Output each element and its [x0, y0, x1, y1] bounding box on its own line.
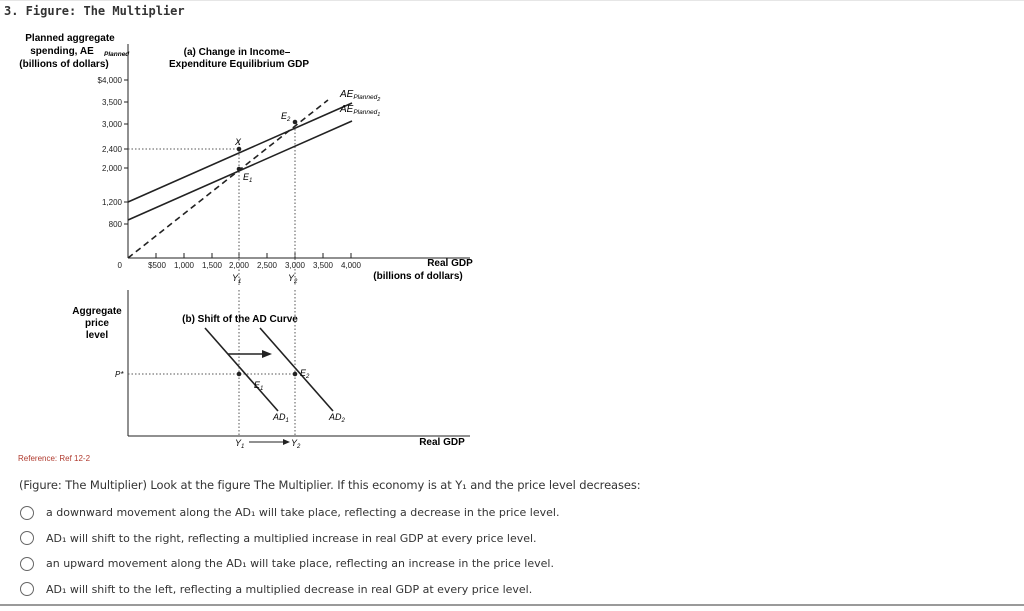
panel-b-e2-sub: 2 [306, 374, 310, 380]
panel-b-point-e2 [293, 372, 298, 377]
panel-b [72, 290, 470, 450]
panel-b-e1-main: E [254, 380, 261, 390]
panel-a-y-label-line2 [30, 46, 94, 57]
panel-b-y-label-line2: price [85, 318, 109, 329]
panel-a [19, 33, 473, 286]
panel-a-y-label-line3: (billions of dollars) [19, 59, 109, 70]
answer-option-3-label: an upward movement along the AD₁ will take place, reflecting an increase in the price level. [46, 557, 554, 571]
panel-a-title-line1: (a) Change in Income– [183, 47, 291, 58]
radio-button-4[interactable] [20, 582, 34, 596]
panel-a-y-tick-2400: 2,400 [101, 145, 122, 154]
panel-a-e2-sub: 2 [287, 117, 291, 123]
panel-a-title-line2: Expenditure Equilibrium GDP [168, 59, 310, 70]
panel-a-x-tick-3000: 3,000 [284, 261, 306, 270]
panel-a-ae2-sub: Planned [353, 94, 378, 101]
panel-b-title: (b) Shift of the AD Curve [182, 314, 298, 325]
panel-a-y-tick-4000: $4,000 [97, 76, 122, 85]
panel-b-ad1-curve [205, 328, 278, 411]
radio-button-1[interactable] [20, 506, 34, 520]
panel-a-point-e2 [293, 120, 298, 125]
panel-a-e1-main: E [243, 172, 250, 182]
panel-b-shift-arrow-head [262, 350, 272, 358]
panel-b-y2-sub: 2 [297, 444, 301, 450]
panel-a-x-tick-3500: 3,500 [312, 261, 334, 270]
panel-a-x-point-label: X [235, 137, 242, 147]
panel-a-e2-main: E [281, 111, 288, 121]
question-text: (Figure: The Multiplier) Look at the figure The Multiplier. If this economy is at Y₁ and the price level decreases: [19, 478, 641, 492]
panel-a-y1-sub: 1 [238, 279, 242, 285]
panel-a-y-tick-800: 800 [108, 220, 122, 229]
panel-b-y1-label [235, 438, 244, 450]
panel-b-y-label-line1: Aggregate [72, 306, 122, 317]
panel-a-x-tick-1000: 1,000 [173, 261, 195, 270]
panel-b-y1-sub: 1 [241, 444, 245, 450]
panel-a-y-label-sub: Planned [104, 51, 130, 58]
panel-b-ad2-main: AD [329, 412, 342, 422]
panel-b-y-shift-arrow-head [283, 439, 290, 445]
panel-a-y-tick-0: 0 [117, 261, 122, 270]
panel-a-x-tick-marks [156, 253, 351, 258]
panel-a-y-tick-3000: 3,000 [101, 120, 122, 129]
panel-a-y-tick-3500: 3,500 [101, 98, 122, 107]
panel-a-x-label-line1: Real GDP [427, 258, 473, 269]
panel-b-y1-main: Y [235, 438, 242, 448]
panel-b-ad1-main: AD [273, 412, 286, 422]
panel-b-x-label: Real GDP [419, 437, 465, 448]
panel-a-x-tick-2500: 2,500 [256, 261, 278, 270]
panel-a-y1-main: Y [232, 273, 239, 283]
question-title: 3. Figure: The Multiplier [4, 4, 185, 18]
panel-a-y-tick-marks [124, 80, 128, 224]
panel-b-ad2-sub: 2 [341, 418, 345, 424]
panel-a-y1-label [232, 273, 241, 285]
panel-a-ae2-main: AE [340, 89, 354, 100]
panel-a-y-tick-1200: 1,200 [101, 198, 122, 207]
panel-a-e1-sub: 1 [249, 178, 253, 184]
panel-a-ae-planned-2-line [128, 103, 352, 202]
panel-a-45-degree-line [128, 100, 328, 258]
panel-b-e2-main: E [300, 368, 307, 378]
answer-option-3[interactable] [20, 551, 720, 577]
panel-a-x-tick-1500: 1,500 [201, 261, 223, 270]
panel-b-ad1-sub: 1 [285, 418, 289, 424]
panel-a-y2-sub: 2 [294, 279, 298, 285]
panel-a-y2-main: Y [288, 273, 295, 283]
panel-a-x-tick-4000: 4,000 [340, 261, 362, 270]
panel-b-ad2-curve [260, 328, 333, 411]
panel-a-ae1-sub2: 1 [377, 112, 381, 118]
panel-b-point-e1 [237, 372, 242, 377]
panel-a-ae1-sub: Planned [353, 109, 378, 116]
panel-a-ae1-main: AE [340, 104, 354, 115]
answer-option-4-label: AD₁ will shift to the left, reflecting a multiplied decrease in real GDP at every price level. [46, 582, 533, 596]
answer-option-1[interactable] [20, 500, 720, 526]
panel-b-ad2-label [328, 412, 346, 424]
bottom-divider [0, 604, 1024, 606]
panel-a-e1-label [243, 172, 252, 184]
answer-option-2-label: AD₁ will shift to the right, reflecting a multiplied increase in real GDP at every price level. [46, 531, 537, 545]
panel-a-point-e1 [237, 167, 242, 172]
panel-a-x-label-line2: (billions of dollars) [373, 271, 463, 282]
panel-a-point-x [237, 147, 242, 152]
panel-a-ae2-sub2: 2 [377, 97, 381, 103]
answer-option-2[interactable] [20, 526, 720, 552]
panel-a-y-label-line2-main: spending, AE [30, 46, 94, 57]
panel-b-e1-sub: 1 [260, 386, 264, 392]
panel-a-ae-planned-1-label [339, 104, 380, 118]
panel-a-y2-label [288, 273, 298, 285]
panel-b-p-star-label: P* [115, 370, 124, 379]
answer-option-4[interactable] [20, 577, 720, 603]
panel-b-y2-label [291, 438, 301, 450]
panel-a-e2-label [281, 111, 291, 123]
answer-option-1-label: a downward movement along the AD₁ will take place, reflecting a decrease in the price level. [46, 506, 560, 520]
panel-b-y-label-line3: level [85, 330, 109, 341]
panel-a-x-tick-2000: 2,000 [228, 261, 250, 270]
radio-button-3[interactable] [20, 557, 34, 571]
reference-note: Reference: Ref 12-2 [18, 454, 91, 463]
panel-a-y-tick-2000: 2,000 [101, 164, 122, 173]
panel-b-y2-main: Y [291, 438, 298, 448]
panel-b-ad1-label [272, 412, 289, 424]
answer-options [20, 500, 720, 602]
panel-a-y-label-line1: Planned aggregate [25, 33, 115, 44]
radio-button-2[interactable] [20, 531, 34, 545]
panel-a-x-tick-500: $500 [148, 261, 166, 270]
panel-a-ae-planned-2-label [339, 89, 380, 103]
